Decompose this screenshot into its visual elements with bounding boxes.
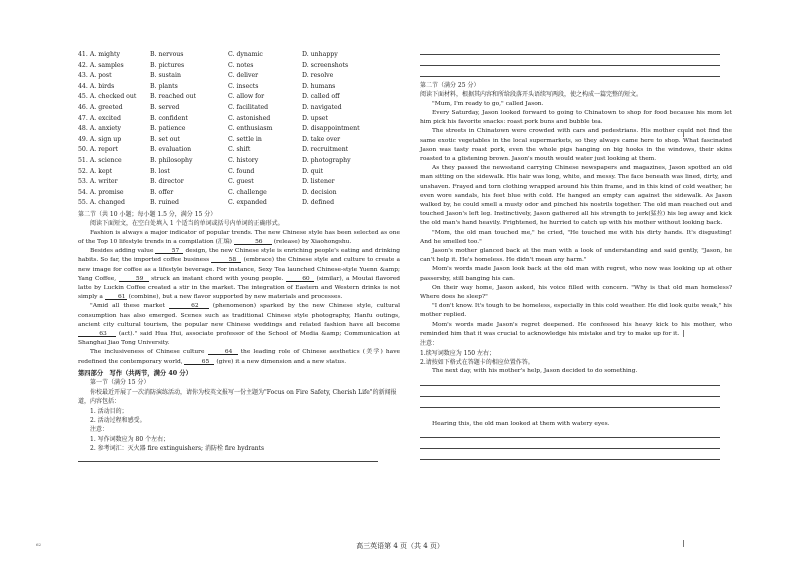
writing-line[interactable] [420, 437, 720, 438]
blank-62[interactable] [169, 302, 209, 309]
writing-task: 你校最近开展了一次消防演练活动，请你为校英文报写一份主题为"Focus on Fire Safety, Cherish Life"的新闻报道，内容包括： [78, 388, 397, 406]
story-paragraph: Jason's mother glanced back at the man with a look of understanding and said gently, "Jason, he can't help it. He's homeless. He didn't mean any harm." [420, 248, 732, 264]
question-number: 47. [78, 114, 88, 122]
option-a [78, 82, 150, 93]
passage-paragraph-4 [78, 348, 400, 366]
passage-paragraph-2 [78, 247, 400, 302]
option-a-text: A. report [89, 146, 118, 154]
question-number: 44. [78, 82, 88, 90]
blank-number: 65 [201, 358, 210, 365]
question-number: 50. [78, 146, 88, 154]
option-row [78, 61, 400, 72]
passage-text: Besides adding value [90, 248, 154, 255]
option-c: C. notes [228, 61, 254, 69]
blank-number: 63 [99, 330, 107, 337]
blank-56[interactable] [234, 238, 272, 245]
option-d: D. humans [302, 82, 336, 90]
option-a [78, 198, 150, 209]
paragraph-opening-2: Hearing this, the old man looked at them with watery eyes. [432, 420, 610, 427]
blank-60[interactable] [286, 275, 314, 282]
part4-heading: 第四部分 写作（共两节，满分 40 分） [78, 369, 192, 377]
passage-text: Fashion is always a major indicator of popular trends. The new Chinese style has been selected as one of the Top 10 lifestyle trends in a compilation (汇编) [78, 229, 400, 245]
blank-number: 59 [135, 275, 144, 282]
passage-text: (phenomenon) sparked by the new Chinese style, cultural consumption has also emerged. Scenes such as traditional Chinese style photography, Hanfu outings, ancient city cultural tourism, the popular new Chinese weddings and related fashion have all become [78, 303, 401, 328]
passage-text: (act)." said Hua Hui, associate professor of the School of Media &amp; Communication at Shanghai Jiao Tong University. [78, 330, 401, 347]
left-column [78, 50, 400, 462]
option-d: D. recruitment [302, 146, 349, 154]
blank-number: 58 [228, 257, 237, 264]
option-d: D. quit [302, 167, 324, 175]
blank-number: 56 [255, 238, 263, 245]
section2-writing-heading: 第二节（满分 25 分） [420, 82, 480, 89]
option-a [78, 145, 150, 156]
option-a-text: A. mighty [89, 51, 120, 58]
passage-paragraph-3 [78, 302, 400, 348]
option-a-text: A. excited [89, 114, 121, 122]
right-column [420, 54, 732, 460]
option-c: C. facilitated [228, 103, 269, 111]
option-b: B. reached out [150, 93, 197, 101]
option-d: D. resolve [302, 72, 334, 80]
question-number: 42. [78, 61, 88, 69]
option-b: B. pictures [150, 61, 185, 69]
option-d: D. screenshots [302, 61, 349, 69]
blank-number: 64 [224, 349, 233, 356]
option-a [78, 71, 150, 82]
option-b: B. ruined [150, 199, 180, 207]
question-number: 48. [78, 125, 88, 133]
option-a-text: A. anxiety [89, 125, 122, 133]
option-d: D. photography [302, 156, 351, 164]
option-a [78, 188, 150, 199]
note-label: 注意： [420, 340, 439, 348]
option-c: C. challenge [228, 188, 267, 196]
option-row [78, 177, 400, 188]
blank-58[interactable] [211, 256, 241, 263]
option-c: C. deliver [228, 72, 259, 80]
option-b: B. nervous [150, 51, 184, 58]
option-a [78, 177, 150, 188]
passage-text: The inclusiveness of Chinese culture [90, 349, 205, 356]
passage-text: "Amid all these market [90, 303, 165, 310]
option-c: C. expanded [228, 199, 267, 207]
blank-57[interactable] [155, 247, 183, 254]
option-a-text: A. post [89, 72, 112, 80]
question-number: 54. [78, 188, 88, 196]
blank-59[interactable] [119, 275, 149, 282]
option-c: C. shift [228, 146, 251, 154]
story-paragraph: Mom's words made Jason look back at the old man with regret, who now was looking up at other passersby, still banging his can. [420, 266, 732, 282]
option-a-text: A. promise [89, 188, 124, 196]
note-item-1: 1.续写词数应为 150 左右； [420, 349, 495, 357]
writing-line[interactable] [420, 76, 720, 77]
option-b: B. philosophy [150, 156, 193, 164]
section2-instruction: 阅读下面短文，在空白处填入 1 个适当的单词或括号内单词的正确形式。 [90, 220, 284, 228]
option-a-text: A. sign up [89, 135, 122, 143]
option-c: C. history [228, 156, 259, 164]
option-b: B. confident [150, 114, 188, 122]
option-a-text: A. samples [89, 61, 124, 69]
blank-65[interactable] [184, 358, 214, 365]
writing-line[interactable] [420, 407, 720, 408]
writing-line[interactable] [420, 54, 720, 55]
option-b: B. lost [150, 167, 170, 175]
story-paragraph: The streets in Chinatown were crowded with cars and pedestrians. His mother could not find the same exotic vegetables in the local supermarkets, so they always came here to shop. What fascinated Jason was tasty roast pork, even the whole pigs hanging on big hooks in the windows, their skins roasted to a glistening brown. Jason's mouth would water just looking at them. [420, 128, 732, 163]
option-a [78, 167, 150, 178]
option-c: C. dynamic [228, 51, 263, 58]
option-c: C. settle in [228, 135, 262, 143]
option-a [78, 135, 150, 146]
margin-tick [683, 130, 684, 137]
option-a-text: A. science [89, 156, 122, 164]
option-c: C. found [228, 167, 255, 175]
story-paragraph: As they passed the newsstand carrying Chinese newspapers and magazines, Jason spotted an old man sitting on the sidewalk. His hair was long, white, and messy. The face beneath was lined, dirty, and unshaven. Frayed and torn clothing wrapped around his thin frame, and in this kind of cold weather, he even wore sandals, his feet blue with cold. He hanged an empty can against the sidewalk. As Jason walked by, he could smell a musty odor and pinched his nostrils together. The old man reached out and touched Jason's left leg. Instinctively, Jason gathered all his strength to jerk(猛拉) his leg away and kick the old man's hand heavily. Frightened, he hurried to catch up with his mother without looking back. [420, 165, 732, 227]
option-c: C. allow for [228, 93, 265, 101]
passage-text: design, the new Chinese style is enriching people's eating and drinking habits. So far, the imported coffee business [78, 248, 401, 264]
question-number: 52. [78, 167, 88, 175]
option-a-text: A. writer [89, 178, 118, 186]
question-number: 41. [78, 51, 88, 58]
page-footer: 高三英语第 4 页（共 4 页） [356, 542, 444, 550]
blank-63[interactable] [78, 330, 116, 337]
option-d: D. defined [302, 199, 335, 207]
option-row [78, 103, 400, 114]
option-a [78, 124, 150, 135]
option-a [78, 114, 150, 125]
story-paragraph: "Mom, the old man touched me," he cried, "He touched me with his dirty hands. It's disgusting! And he smelled too." [420, 229, 732, 245]
option-d: D. disappointment [302, 125, 360, 133]
writing-line[interactable] [420, 459, 720, 460]
part4-section1-heading: 第一节（满分 15 分） [90, 379, 150, 387]
story-paragraph: "I don't know. It's tough to be homeless, especially in this cold weather. He did look quite weak," his mother replied. [420, 303, 732, 319]
option-row [78, 50, 400, 61]
option-a-text: A. changed [89, 199, 125, 207]
story-paragraph: On their way home, Jason asked, his voice filled with concern. "Why is that old man homeless? Where does he sleep?" [420, 284, 732, 301]
story-paragraph: Every Saturday, Jason looked forward to going to Chinatown to shop for food because his mom let him pick his favorite snacks: roast pork buns and bubble tea. [420, 110, 732, 126]
option-row [78, 71, 400, 82]
option-a-text: A. greeted [89, 103, 123, 111]
writing-line[interactable] [420, 448, 720, 449]
note-label: 注意： [90, 426, 109, 434]
option-c: C. astonished [228, 114, 271, 122]
passage-paragraph-1 [78, 229, 400, 247]
option-d: D. upset [302, 114, 328, 122]
option-b: B. served [150, 103, 180, 111]
passage-text: (release) by Xiaohongshu. [273, 238, 352, 245]
option-a [78, 61, 150, 72]
paragraph-opening-1: The next day, with his mother's help, Jason decided to do something. [432, 368, 638, 375]
passage-text: (combine), but a new flavor supported by new materials and processes. [128, 294, 343, 301]
question-number: 53. [78, 178, 88, 186]
option-d: D. navigated [302, 103, 342, 111]
option-row [78, 198, 400, 209]
option-a-text: A. kept [89, 167, 113, 175]
option-row [78, 124, 400, 135]
option-a-text: A. checked out [89, 93, 137, 101]
passage-text: struck an instant chord with young people. [151, 275, 284, 282]
option-row [78, 92, 400, 103]
question-number: 43. [78, 72, 88, 80]
option-row [78, 82, 400, 93]
option-b: B. director [150, 178, 184, 186]
option-a [78, 103, 150, 114]
passage-text: (similar), a Moutai flavored latte by Luckin Coffee created a stir in the market. The integration of Eastern and Western drinks is not simply a [78, 275, 401, 301]
option-a [78, 92, 150, 103]
writing-line[interactable] [420, 396, 720, 397]
note-item-1: 1. 写作词数应为 80 个左右； [90, 435, 170, 443]
option-c: C. guest [228, 178, 254, 186]
option-b: B. plants [150, 82, 178, 90]
writing-line[interactable] [420, 385, 720, 386]
option-c: C. insects [228, 82, 259, 90]
option-row [78, 188, 400, 199]
option-b: B. patience [150, 125, 186, 133]
option-row [78, 114, 400, 125]
option-d: D. take over [302, 135, 341, 143]
margin-mark: 62 [36, 542, 42, 547]
margin-tick [683, 330, 684, 337]
question-number: 51. [78, 156, 88, 164]
writing-line[interactable] [420, 65, 720, 66]
task-item-1: 1. 活动目的； [90, 407, 128, 415]
story-paragraph: Mom's words made Jason's regret deepened. He confessed his heavy kick to his mother, who reminded him that it was crucial to acknowledge his mistake and try to make up for it. [420, 321, 732, 337]
question-number: 46. [78, 103, 88, 111]
blank-61[interactable] [105, 293, 127, 300]
story-paragraph: "Mum, I'm ready to go," called Jason. [432, 100, 544, 107]
option-b: B. set out [150, 135, 180, 143]
passage-text: the leading role of Chinese aesthetics (美学) have redefined the contemporary world, [78, 349, 401, 365]
section2-heading: 第二节（共 10 小题；每小题 1.5 分，满分 15 分） [78, 210, 217, 218]
question-number: 45. [78, 93, 88, 101]
blank-number: 60 [302, 275, 310, 282]
option-row [78, 167, 400, 178]
blank-number: 61 [118, 294, 126, 301]
option-row [78, 135, 400, 146]
option-d: D. listener [302, 178, 335, 186]
option-a [78, 156, 150, 167]
option-d: D. called off [302, 93, 340, 101]
note-item-2: 2. 参考词汇：灭火器 fire extinguishers; 消防栓 fire hydrants [90, 445, 265, 453]
note-item-2: 2.请按如下格式在答题卡的相应位置作答。 [420, 358, 534, 366]
passage-text: (embrace) the Chinese style and culture to create a new image for coffee as a lifestyle beverage. For instance, Sexy Tea launched Chinese-style Yuenn &amp; Yang Coffee, [78, 257, 401, 282]
blank-number: 57 [171, 248, 180, 255]
blank-number: 62 [191, 303, 199, 310]
blank-64[interactable] [208, 348, 238, 355]
option-c: C. enthusiasm [228, 125, 273, 133]
continuation-instruction: 阅读下面材料，根据其内容和所给段落开头语续写两段，使之构成一篇完整的短文。 [420, 91, 643, 99]
option-b: B. offer [150, 188, 174, 196]
option-d: D. decision [302, 188, 337, 196]
task-item-2: 2. 活动过程和感受。 [90, 416, 146, 424]
option-a [78, 50, 150, 61]
option-b: B. evaluation [150, 146, 192, 154]
option-row [78, 156, 400, 167]
passage-text: (give) it a new dimension and a new status. [216, 358, 347, 365]
cloze-options-list [78, 50, 400, 209]
writing-line[interactable] [78, 461, 378, 462]
option-a-text: A. birds [89, 82, 115, 90]
question-number: 49. [78, 135, 88, 143]
question-number: 55. [78, 199, 88, 207]
option-b: B. sustain [150, 72, 181, 80]
option-d: D. unhappy [302, 51, 338, 58]
option-row [78, 145, 400, 156]
